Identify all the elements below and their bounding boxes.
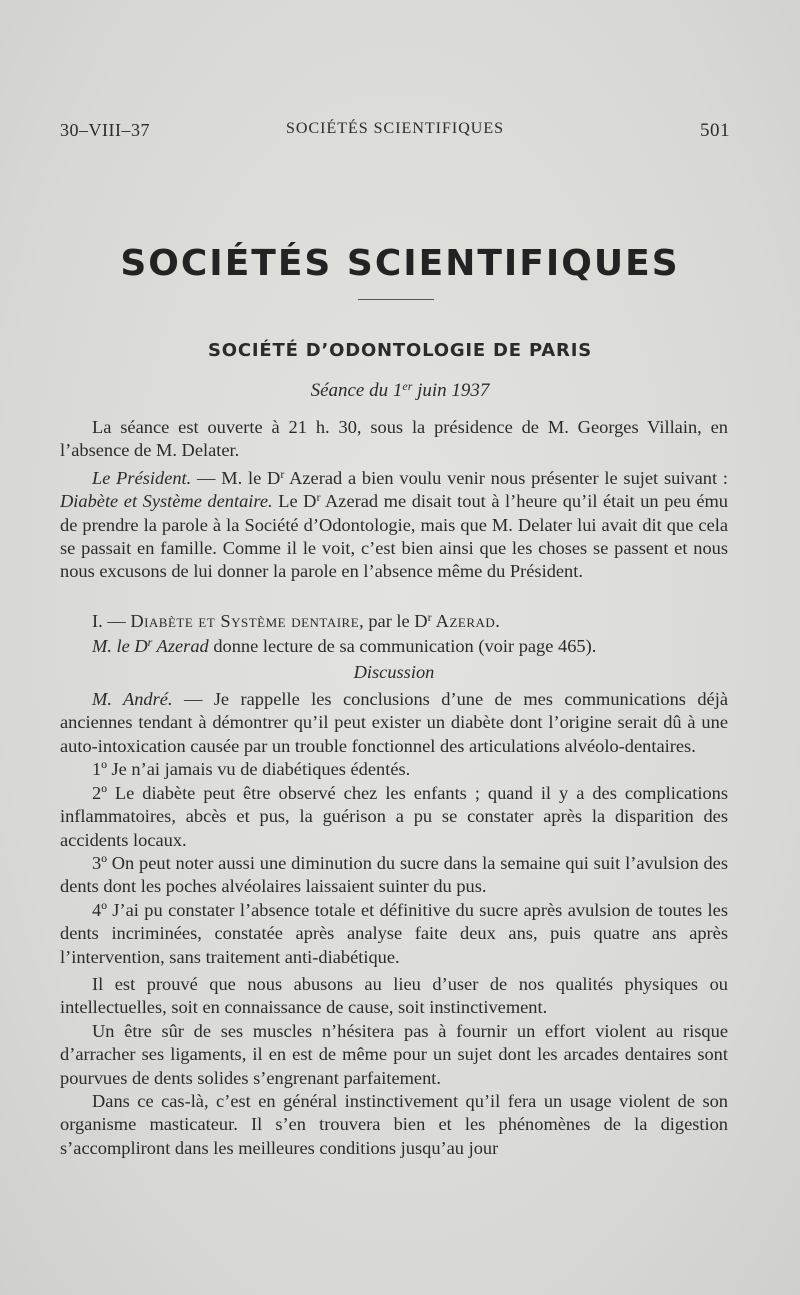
point-3: 3º On peut noter aussi une diminution du sucre dans la semaine qui suit l’avulsion des dents dont les poches alvéolaires laissaient suinter du pus. [60, 852, 728, 897]
opening-paragraph: La séance est ouverte à 21 h. 30, sous la présidence de M. Georges Villain, en l’absence de M. Delater. [60, 417, 728, 461]
point-2: 2º Le diabète peut être observé chez les enfants ; quand il y a des complications inflammatoires, abcès et pus, la guérison a pu se constater après la disparition des accidents locaux. [60, 782, 728, 850]
agenda-item: I. — Diabète et Système dentaire, par le $D^r$ Azerad. [92, 609, 501, 631]
issue-date: 30–VIII–37 [60, 120, 150, 140]
point-1: 1º Je n’ai jamais vu de diabétiques édentés. [92, 759, 411, 780]
point-4: 4º J’ai pu constater l’absence totale et définitive du sucre après avulsion de toutes les dents incriminées, constatée après analyse faite deux ans, puis quatre ans après l’intervention, sans traitement anti-diabétique. [60, 899, 728, 967]
running-head [60, 120, 730, 142]
article-body [60, 416, 728, 1160]
session-date: Séance du 1er juin 1937 [310, 379, 490, 401]
andre-paragraph: M. André. — Je rappelle les conclusions d’une de mes communications déjà anciennes tendant à démontrer qu’il peut exister un diabète dont l’origine serait dû à une auto-intoxication causée par un trouble fonctionnel des articulations alvéolo-dentaires. [60, 689, 728, 756]
discussion-heading: Discussion [353, 661, 435, 682]
page-number: 501 [700, 120, 730, 141]
president-paragraph: Le Président. — M. le $D^r$ Azerad a bien voulu venir nous présenter le sujet suivant : Diabète et Système dentaire. Le $D^r$ Azerad me disait tout à l’heure qu’il était un peu ému de prendre la parole à la Société d’Odontologie, mais que M. Delater lui avait dit que cela se passait en famille. Comme il le voit, c’est bien ainsi que les choses se passent et nous nous excusons de lui donner la parole en l’absence même du Président. [60, 466, 728, 582]
society-heading: SOCIÉTÉ D’ODONTOLOGIE DE PARIS [208, 340, 592, 361]
proof-paragraph: Il est prouvé que nous abusons au lieu d’user de nos qualités physiques ou intellectuelles, soit en connaissance de cause, soit instinctivement. [60, 973, 728, 1018]
title-divider [358, 299, 434, 300]
muscles-paragraph: Un être sûr de ses muscles n’hésitera pas à fournir un effort violent au risque d’arracher ses ligaments, il en est de même pour un sujet dont les arcades dentaires sont pourvues de dents solides s’engrenant parfaitement. [60, 1020, 728, 1088]
running-title: SOCIÉTÉS SCIENTIFIQUES [285, 120, 504, 137]
section-title: SOCIÉTÉS SCIENTIFIQUES [120, 243, 680, 284]
reading-paragraph: M. le $D^r$ Azerad donne lecture de sa communication (voir page 465). [92, 635, 597, 657]
closing-paragraph: Dans ce cas-là, c’est en général instinctivement qu’il fera un usage violent de son organisme masticateur. Il s’en trouvera bien et les phénomènes de la digestion s’accompliront dans les meilleures conditions jusqu’au jour [60, 1090, 728, 1158]
